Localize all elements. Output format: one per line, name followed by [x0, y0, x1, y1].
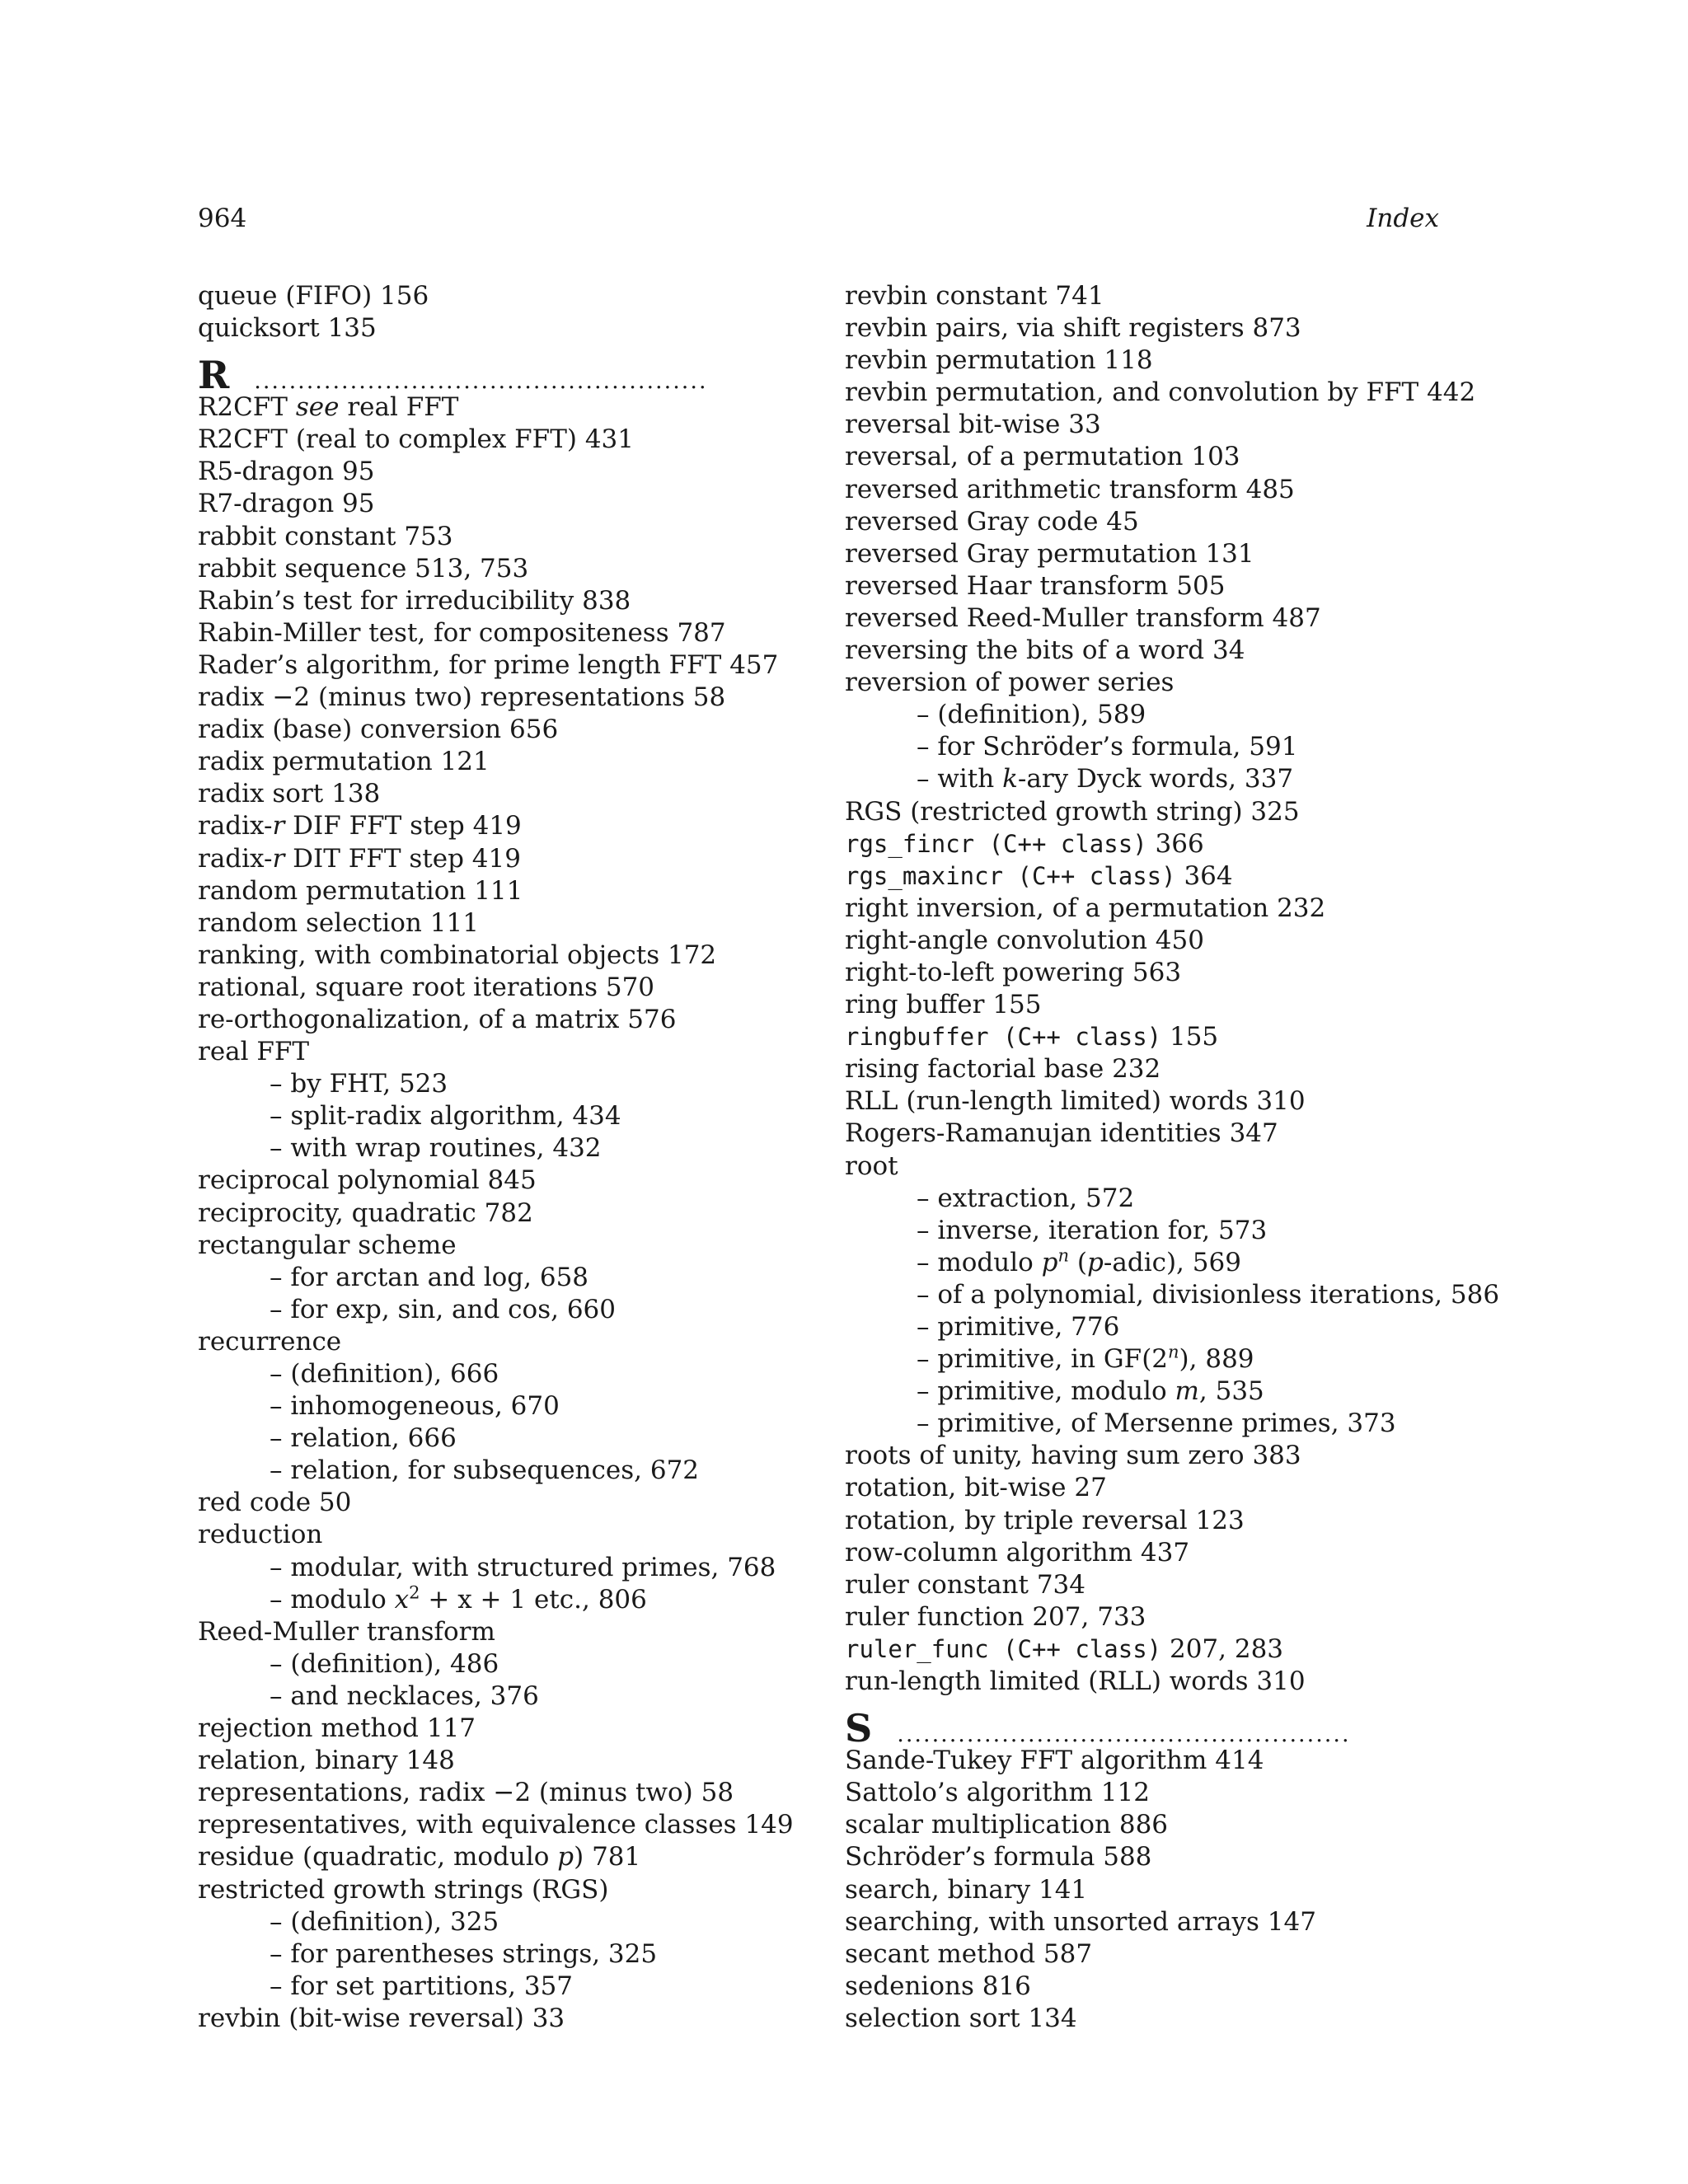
index-subentry: – for exp, sin, and cos, 660 [270, 1294, 616, 1324]
index-subentry: – extraction, 572 [917, 1183, 1135, 1213]
index-entry: Sattolo’s algorithm 112 [845, 1778, 1150, 1808]
index-subentry: – primitive, in GF(2$^n$), 889 [917, 1342, 1254, 1375]
index-entry: search, binary 141 [845, 1874, 1088, 1905]
index-entry: rejection method 117 [198, 1713, 476, 1744]
index-subentry: – primitive, of Mersenne primes, 373 [917, 1408, 1396, 1439]
index-subentry: – for Schröder’s formula, 591 [917, 732, 1298, 762]
index-entry: ranking, with combinatorial objects 172 [198, 940, 717, 970]
index-entry: radix-r DIT FFT step 419 [198, 843, 521, 874]
index-subentry: – split-radix algorithm, 434 [270, 1101, 621, 1132]
index-entry: reversed Gray code 45 [845, 506, 1139, 537]
index-subentry: – (definition), 486 [270, 1648, 499, 1679]
index-entry: rectangular scheme [198, 1230, 457, 1260]
index-entry: R2CFT (real to complex FFT) 431 [198, 424, 634, 455]
index-entry: Rabin’s test for irreducibility 838 [198, 585, 631, 616]
index-subentry: – for parentheses strings, 325 [270, 1938, 658, 1969]
index-entry: Rogers-Ramanujan identities 347 [845, 1118, 1278, 1149]
index-entry: red code 50 [198, 1488, 352, 1518]
running-header [198, 202, 1439, 235]
right-column [845, 280, 1504, 2035]
index-entry: Sande-Tukey FFT algorithm 414 [845, 1746, 1264, 1776]
index-entry: radix sort 138 [198, 779, 381, 809]
index-entry: right inversion, of a permutation 232 [845, 893, 1326, 923]
index-entry: reciprocity, quadratic 782 [198, 1197, 533, 1228]
section-leader-dots: .................................................... [897, 1722, 1351, 1748]
index-subentry: – inverse, iteration for, 573 [917, 1215, 1268, 1245]
index-entry: sedenions 816 [845, 1971, 1031, 2001]
index-entry: rational, square root iterations 570 [198, 972, 655, 1002]
index-entry: reversing the bits of a word 34 [845, 635, 1245, 666]
index-entry: rabbit sequence 513, 753 [198, 553, 529, 583]
index-entry: Reed-Muller transform [198, 1616, 495, 1647]
index-subentry: – relation, 666 [270, 1423, 457, 1454]
index-entry: random selection 111 [198, 907, 479, 938]
index-subentry: – for arctan and log, 658 [270, 1262, 589, 1292]
index-entry: representatives, with equivalence classes 149 [198, 1810, 794, 1840]
index-entry: rotation, by triple reversal 123 [845, 1505, 1245, 1535]
index-entry: Rader’s algorithm, for prime length FFT 457 [198, 649, 779, 680]
index-subentry: – modulo $x^2 + x + 1$ etc., 806 [270, 1582, 647, 1615]
page-number: 964 [198, 204, 247, 233]
index-entry: residue (quadratic, modulo p) 781 [198, 1842, 641, 1872]
left-column [198, 280, 857, 2035]
index-entry: ruler function 207, 733 [845, 1601, 1146, 1632]
index-entry: ruler_func (C++ class) 207, 283 [845, 1633, 1284, 1664]
index-entry: quicksort 135 [198, 313, 377, 344]
index-entry: rising factorial base 232 [845, 1054, 1161, 1085]
index-entry: reversed Gray permutation 131 [845, 538, 1254, 569]
index-entry: revbin permutation 118 [845, 345, 1153, 376]
running-title: Index [1367, 204, 1439, 233]
index-entry: re-orthogonalization, of a matrix 576 [198, 1004, 677, 1034]
index-subentry: – of a polynomial, divisionless iterations, 586 [917, 1279, 1500, 1310]
index-entry: revbin permutation, and convolution by FFT 442 [845, 377, 1476, 408]
index-entry: RGS (restricted growth string) 325 [845, 796, 1300, 827]
index-entry: scalar multiplication 886 [845, 1810, 1169, 1840]
section-heading-s [845, 1698, 1504, 1751]
index-entry: radix permutation 121 [198, 747, 490, 777]
index-entry: revbin (bit-wise reversal) 33 [198, 2003, 565, 2033]
index-subentry: – relation, for subsequences, 672 [270, 1455, 700, 1486]
index-entry: right-angle convolution 450 [845, 925, 1204, 955]
index-entry: ring buffer 155 [845, 990, 1042, 1020]
index-entry: RLL (run-length limited) words 310 [845, 1086, 1306, 1117]
index-entry: root [845, 1151, 898, 1181]
index-entry: reversal bit-wise 33 [845, 410, 1101, 440]
index-entry: rgs_maxincr (C++ class) 364 [845, 860, 1233, 891]
index-entry: run-length limited (RLL) words 310 [845, 1666, 1306, 1697]
index-entry: reciprocal polynomial 845 [198, 1165, 537, 1196]
index-entry: reversed Reed-Muller transform 487 [845, 602, 1321, 633]
index-entry: real FFT [198, 1037, 310, 1067]
index-entry: reversed Haar transform 505 [845, 570, 1226, 601]
index-entry: ringbuffer (C++ class) 155 [845, 1022, 1219, 1052]
index-entry: row-column algorithm 437 [845, 1537, 1190, 1568]
section-heading-r [198, 344, 857, 398]
index-entry: revbin pairs, via shift registers 873 [845, 313, 1301, 344]
index-entry: rabbit constant 753 [198, 521, 453, 551]
index-subentry: – (definition), 325 [270, 1906, 499, 1937]
index-subentry: – modulo $p^n$ (p-adic), 569 [917, 1245, 1241, 1277]
index-subentry: – and necklaces, 376 [270, 1680, 539, 1711]
index-entry: searching, with unsorted arrays 147 [845, 1906, 1316, 1937]
index-entry: reversion of power series [845, 668, 1175, 698]
section-letter: S [845, 1706, 873, 1751]
index-subentry: – (definition), 666 [270, 1359, 499, 1389]
index-entry: representations, radix −2 (minus two) 58 [198, 1778, 734, 1808]
index-entry: rgs_fincr (C++ class) 366 [845, 828, 1204, 859]
index-entry: reversed arithmetic transform 485 [845, 474, 1295, 504]
index-subentry: – for set partitions, 357 [270, 1971, 574, 2001]
index-entry: right-to-left powering 563 [845, 957, 1182, 987]
index-subentry: – by FHT, 523 [270, 1069, 448, 1099]
index-entry: roots of unity, having sum zero 383 [845, 1441, 1301, 1471]
index-entry: R5-dragon 95 [198, 457, 375, 487]
section-leader-dots: .................................................... [254, 368, 708, 395]
index-entry: recurrence [198, 1326, 342, 1357]
index-entry: selection sort 134 [845, 2003, 1077, 2033]
index-subentry: – modular, with structured primes, 768 [270, 1552, 776, 1582]
index-entry: restricted growth strings (RGS) [198, 1874, 609, 1905]
index-subentry: – (definition), 589 [917, 700, 1146, 730]
index-entry: relation, binary 148 [198, 1746, 455, 1776]
index-entry: ruler constant 734 [845, 1569, 1086, 1600]
index-subentry: – with wrap routines, 432 [270, 1133, 602, 1164]
section-letter: R [198, 353, 230, 398]
index-entry: Schröder’s formula 588 [845, 1842, 1152, 1872]
index-entry: R2CFT see real FFT [198, 392, 459, 423]
index-entry: reduction [198, 1520, 323, 1550]
index-entry: queue (FIFO) 156 [198, 281, 429, 311]
index-entry: radix-r DIF FFT step 419 [198, 811, 522, 841]
index-entry: R7-dragon 95 [198, 489, 375, 519]
index-entry: reversal, of a permutation 103 [845, 442, 1240, 472]
index-subentry: – inhomogeneous, 670 [270, 1391, 560, 1422]
index-entry: radix (base) conversion 656 [198, 715, 559, 745]
index-subentry: – primitive, modulo m, 535 [917, 1376, 1264, 1407]
index-entry: rotation, bit-wise 27 [845, 1473, 1107, 1503]
index-entry: random permutation 111 [198, 875, 523, 906]
index-subentry: – with k-ary Dyck words, 337 [917, 764, 1294, 794]
index-entry: Rabin-Miller test, for compositeness 787 [198, 617, 726, 648]
index-entry: radix −2 (minus two) representations 58 [198, 682, 726, 713]
index-subentry: – primitive, 776 [917, 1312, 1120, 1342]
index-entry: revbin constant 741 [845, 281, 1104, 311]
index-entry: secant method 587 [845, 1938, 1093, 1969]
